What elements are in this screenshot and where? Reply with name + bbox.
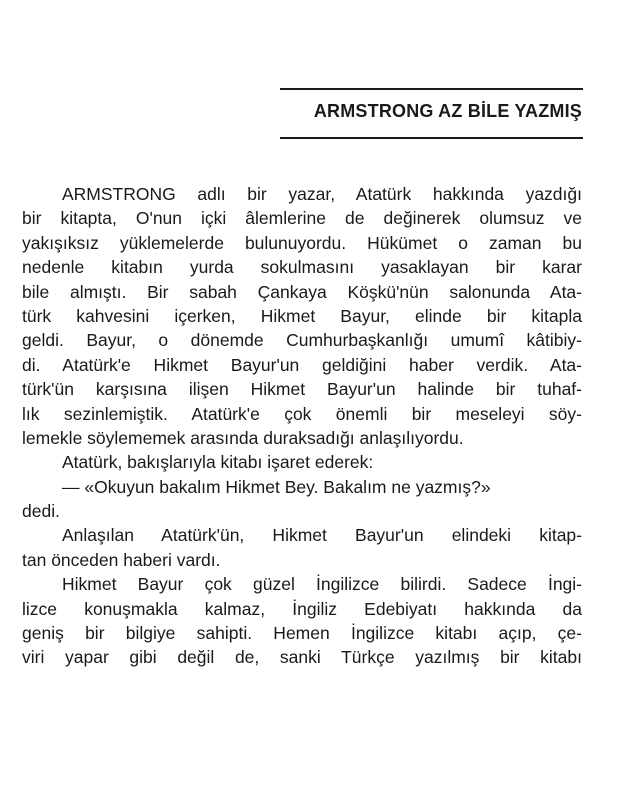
text-line: lık sezinlemiştik. Atatürk'e çok önemli bir meseleyi söy- xyxy=(22,403,582,424)
title-rule-bottom xyxy=(280,137,583,139)
body-text xyxy=(22,182,582,670)
text-line: türk kahvesini içerken, Hikmet Bayur, elinde bir kitapla xyxy=(22,305,582,326)
title-rule-top xyxy=(280,88,583,90)
text-line: viri yapar gibi değil de, sanki Türkçe yazılmış bir kitabı xyxy=(22,647,582,668)
text-line: türk'ün karşısına ilişen Hikmet Bayur'un halinde bir tuhaf- xyxy=(22,379,582,400)
text-line: Hikmet Bayur çok güzel İngilizce bilirdi. Sadece İngi- xyxy=(62,574,582,595)
page-title: ARMSTRONG AZ BİLE YAZMIŞ xyxy=(313,101,582,121)
text-line: ARMSTRONG adlı bir yazar, Atatürk hakkında yazdığı xyxy=(62,184,582,204)
text-line: geniş bir bilgiye sahipti. Hemen İngilizce kitabı açıp, çe- xyxy=(22,623,582,644)
text-line: Atatürk, bakışlarıyla kitabı işaret ederek: xyxy=(62,452,374,473)
text-line: lizce konuşmakla kalmaz, İngiliz Edebiyatı hakkında da xyxy=(22,598,582,619)
text-line: lemekle söylememek arasında duraksadığı anlaşılıyordu. xyxy=(22,427,464,448)
text-line: — «Okuyun bakalım Hikmet Bey. Bakalım ne yazmış?» xyxy=(62,476,491,497)
text-line: bir kitapta, O'nun içki âlemlerine de değinerek olumsuz ve xyxy=(22,208,582,229)
text-line: di. Atatürk'e Hikmet Bayur'un geldiğini haber verdik. Ata- xyxy=(22,354,582,375)
text-line: tan önceden haberi vardı. xyxy=(22,549,221,570)
text-line: geldi. Bayur, o dönemde Cumhurbaşkanlığı umumî kâtibiy- xyxy=(22,330,582,351)
text-line: dedi. xyxy=(22,501,60,522)
text-line: bile almıştı. Bir sabah Çankaya Köşkü'nün salonunda Ata- xyxy=(22,281,582,302)
text-line: yakışıksız yüklemelerde bulunuyordu. Hükümet o zaman bu xyxy=(22,232,582,253)
text-line: Anlaşılan Atatürk'ün, Hikmet Bayur'un elindeki kitap- xyxy=(62,525,582,546)
text-line: nedenle kitabın yurda sokulmasını yasaklayan bir karar xyxy=(22,257,582,278)
